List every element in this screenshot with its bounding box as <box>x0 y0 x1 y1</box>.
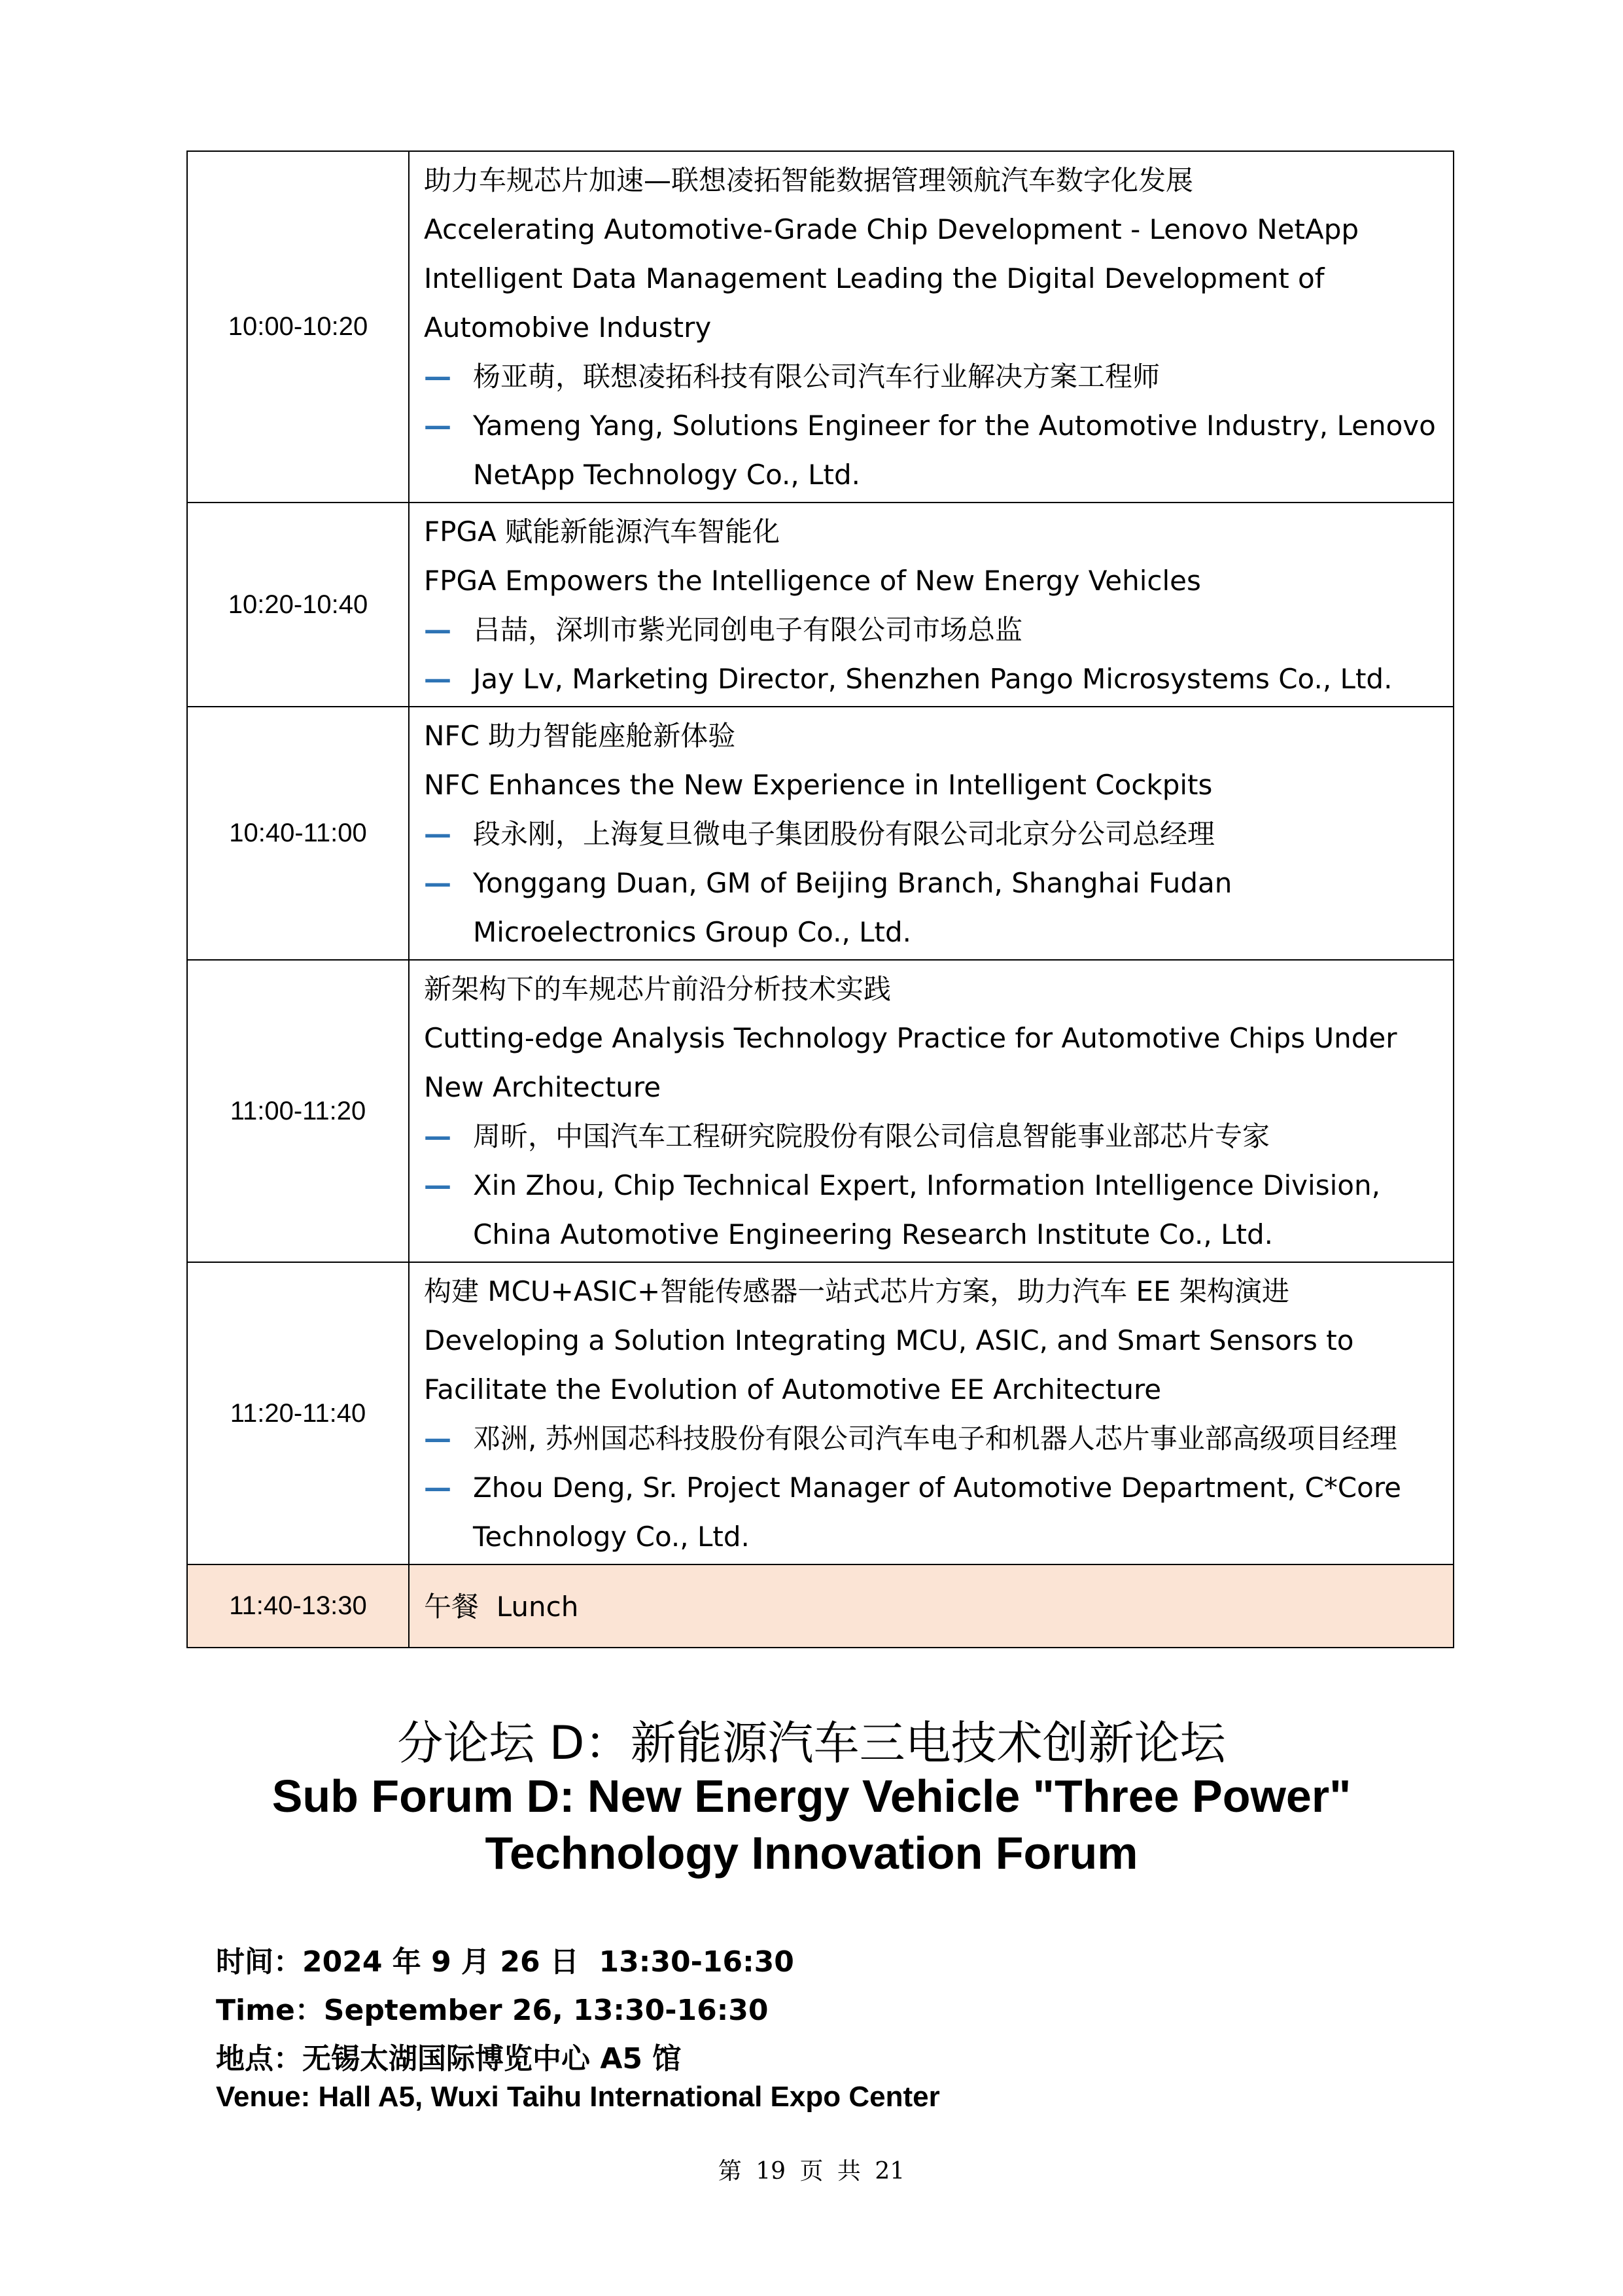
session-title-cn: NFC 助力智能座舱新体验 <box>424 720 736 752</box>
session-content <box>409 503 1454 707</box>
agenda-row <box>187 960 1454 1262</box>
speaker-dash: — <box>424 867 451 899</box>
speaker-line <box>424 858 1441 957</box>
speaker-dash: — <box>424 614 451 646</box>
lunch-label: 午餐 Lunch <box>424 1591 579 1623</box>
speaker-dash: — <box>424 1422 451 1455</box>
page-footer: 第 19 页 共 21 <box>718 2158 905 2185</box>
session-time: 10:00-10:20 <box>187 151 409 503</box>
speaker-dash: — <box>424 663 451 695</box>
agenda-row <box>187 707 1454 960</box>
speaker-line <box>424 1463 1441 1561</box>
subforum-venue-cn: 地点：无锡太湖国际博览中心 A5 馆 <box>216 2042 682 2075</box>
agenda-row <box>187 503 1454 707</box>
session-time: 10:40-11:00 <box>187 707 409 960</box>
speaker-dash: — <box>424 818 451 850</box>
subforum-title-cn: 分论坛 D：新能源汽车三电技术创新论坛 <box>397 1716 1226 1770</box>
agenda-body <box>187 151 1454 1564</box>
session-title-en: New Architecture <box>424 1071 661 1103</box>
lunch-time: 11:40-13:30 <box>187 1564 409 1648</box>
session-content <box>409 707 1454 960</box>
speaker-line <box>424 401 1441 499</box>
session-time: 11:00-11:20 <box>187 960 409 1262</box>
session-title-en: Intelligent Data Management Leading the Digital Development of <box>424 262 1325 294</box>
session-content <box>409 1262 1454 1564</box>
session-title-cn: 助力车规芯片加速—联想凌拓智能数据管理领航汽车数字化发展 <box>424 164 1194 196</box>
speaker-line <box>424 605 1441 654</box>
subforum-venue-en: Venue: Hall A5, Wuxi Taihu International Expo Center <box>216 2081 940 2113</box>
speaker-line <box>424 352 1441 401</box>
session-title-en: Accelerating Automotive-Grade Chip Development - Lenovo NetApp <box>424 213 1359 245</box>
speaker-text: Zhou Deng, Sr. Project Manager of Automotive Department, C*Core <box>473 1472 1402 1504</box>
session-title-en: Automobive Industry <box>424 311 712 344</box>
speaker-text: Xin Zhou, Chip Technical Expert, Information Intelligence Division, <box>473 1169 1380 1201</box>
speaker-text-continued: China Automotive Engineering Research Institute Co., Ltd. <box>473 1218 1273 1250</box>
speaker-text: 周昕，中国汽车工程研究院股份有限公司信息智能事业部芯片专家 <box>473 1120 1270 1152</box>
agenda-table <box>186 150 1454 1648</box>
subforum-title-en-line1: Sub Forum D: New Energy Vehicle "Three Power" <box>271 1771 1352 1822</box>
speaker-dash: — <box>424 1472 451 1504</box>
session-time: 10:20-10:40 <box>187 503 409 707</box>
agenda-row <box>187 151 1454 503</box>
speaker-line <box>424 809 1441 858</box>
subforum-time-en: Time：September 26, 13:30-16:30 <box>216 1994 769 2027</box>
session-title-cn: 构建 MCU+ASIC+智能传感器一站式芯片方案，助力汽车 EE 架构演进 <box>424 1275 1289 1307</box>
speaker-line <box>424 1414 1441 1463</box>
speaker-text: Yameng Yang, Solutions Engineer for the Automotive Industry, Lenovo <box>473 410 1436 442</box>
lunch-cell <box>409 1564 1454 1648</box>
agenda-row <box>187 1262 1454 1564</box>
session-title-en: Cutting-edge Analysis Technology Practice for Automotive Chips Under <box>424 1022 1397 1054</box>
speaker-text: 吕喆，深圳市紫光同创电子有限公司市场总监 <box>473 614 1023 646</box>
session-title-cn: 新架构下的车规芯片前沿分析技术实践 <box>424 973 892 1005</box>
speaker-text: Yonggang Duan, GM of Beijing Branch, Shanghai Fudan <box>473 867 1232 899</box>
speaker-text: 杨亚萌，联想凌拓科技有限公司汽车行业解决方案工程师 <box>473 361 1161 393</box>
speaker-line <box>424 1112 1441 1161</box>
session-title-en: Developing a Solution Integrating MCU, ASIC, and Smart Sensors to <box>424 1324 1354 1356</box>
speaker-dash: — <box>424 361 451 393</box>
speaker-text-continued: Microelectronics Group Co., Ltd. <box>473 916 912 948</box>
session-content <box>409 960 1454 1262</box>
speaker-text-continued: NetApp Technology Co., Ltd. <box>473 459 860 491</box>
session-title-en: NFC Enhances the New Experience in Intelligent Cockpits <box>424 769 1213 801</box>
session-title-en: Facilitate the Evolution of Automotive EE Architecture <box>424 1373 1162 1405</box>
speaker-text: 邓洲, 苏州国芯科技股份有限公司汽车电子和机器人芯片事业部高级项目经理 <box>473 1422 1397 1455</box>
speaker-line <box>424 1161 1441 1259</box>
speaker-dash: — <box>424 1169 451 1201</box>
session-content <box>409 151 1454 503</box>
speaker-line <box>424 654 1441 703</box>
subforum-time-cn: 时间：2024 年 9 月 26 日 13:30-16:30 <box>216 1945 794 1979</box>
speaker-text: 段永刚，上海复旦微电子集团股份有限公司北京分公司总经理 <box>473 818 1215 850</box>
session-title-cn: FPGA 赋能新能源汽车智能化 <box>424 516 780 548</box>
speaker-dash: — <box>424 1120 451 1152</box>
session-title-en: FPGA Empowers the Intelligence of New Energy Vehicles <box>424 565 1201 597</box>
subforum-title-en-line2: Technology Innovation Forum <box>485 1828 1138 1879</box>
speaker-text: Jay Lv, Marketing Director, Shenzhen Pango Microsystems Co., Ltd. <box>473 663 1393 695</box>
speaker-text-continued: Technology Co., Ltd. <box>473 1521 750 1553</box>
lunch-row <box>187 1564 1454 1648</box>
speaker-dash: — <box>424 410 451 442</box>
session-time: 11:20-11:40 <box>187 1262 409 1564</box>
